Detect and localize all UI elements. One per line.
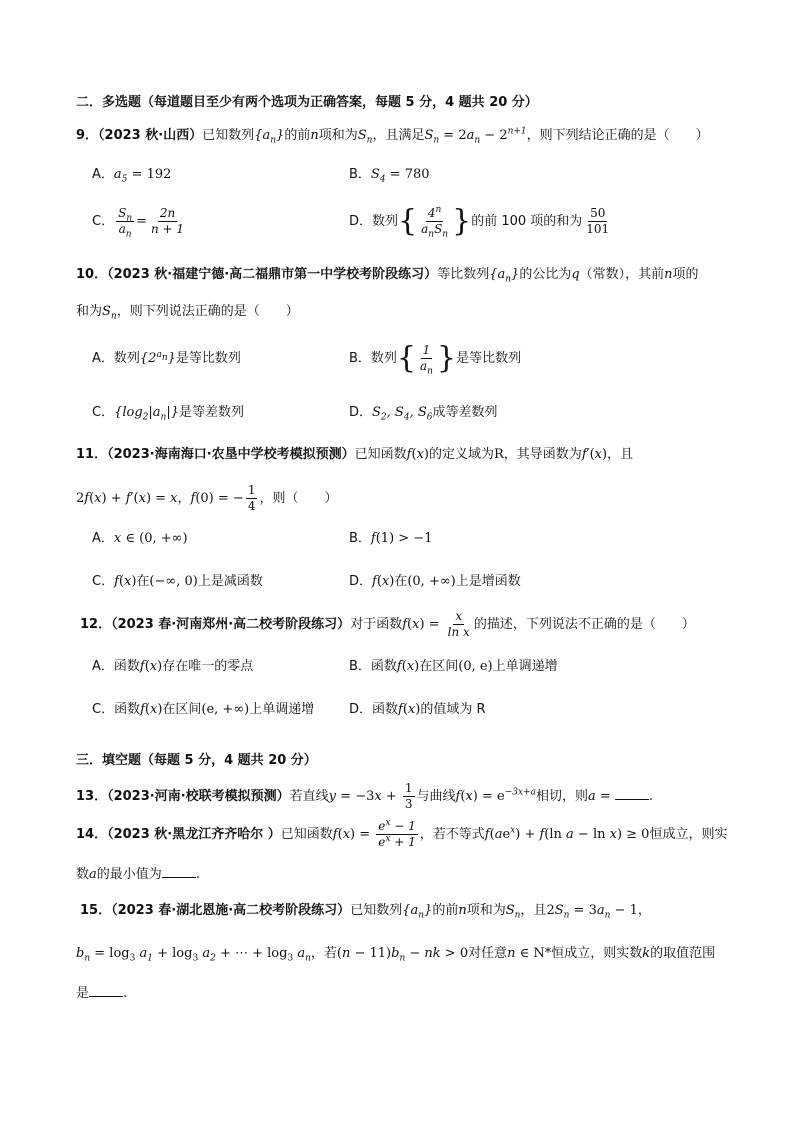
- question-9-option-a[interactable]: A．$a_5 = 192$: [92, 167, 172, 185]
- question-15-stem-line2: $b_n = \log_3 a_1 + \log_3 a_2$ + ⋯ + $\log_3 a_n$，若$(n - 11)b_n$ − nk > 0对任意n ∈ N*恒成立，则实数k的取值范围: [76, 946, 716, 964]
- section-multiple-choice-title: 二．多选题（每道题目至少有两个选项为正确答案，每题 5 分，4 题共 20 分）: [76, 95, 538, 110]
- question-9-option-b[interactable]: B．$S_4 = 780$: [349, 167, 430, 185]
- question-11-stem: 11．（2023·海南海口·农垦中学校考模拟预测）已知函数f(x)的定义域为R，其导函数为f′(x)，且: [76, 447, 634, 462]
- answer-blank[interactable]: [162, 865, 196, 878]
- question-15-stem: 15．（2023 春·湖北恩施·高二校考阶段练习）已知数列$\{a_n\}$的前n项和为$S_n$，且$2S_n = 3a_n - 1$，: [80, 903, 651, 921]
- answer-blank[interactable]: [89, 984, 123, 997]
- question-11-option-c[interactable]: C．f(x)在(−∞, 0)上是减函数: [92, 574, 263, 589]
- question-11-option-b[interactable]: B．f(1) > −1: [349, 531, 433, 546]
- question-10-option-d[interactable]: D．$S_2$, $S_4$, $S_6$成等差数列: [349, 405, 498, 423]
- question-14-stem: 14．（2023 秋·黑龙江齐齐哈尔 ）已知函数f(x) = $\frac{e^x - 1}{e^x + 1}$ ，若不等式$f(ae^x) + f(\ln$ a − ln x) ≥ 0恒成立，则实: [76, 818, 728, 849]
- question-12-option-a[interactable]: A．函数f(x)存在唯一的零点: [92, 659, 254, 674]
- question-14-stem-line2: 数a的最小值为 .: [76, 867, 200, 882]
- question-13-stem: 13．（2023·河南·校联考模拟预测）若直线y = −3x + $\frac{1}{3}$ 与曲线$f(x) = e^{-3x+a}$相切，则a = .: [76, 781, 654, 811]
- question-10-option-c[interactable]: C．$\{\log_2|a_n|\}$是等差数列: [92, 405, 244, 423]
- question-11-stem-line2: 2f(x) + f′(x) = x，f(0) = − $\frac{1}{4}$ ，则（ ）: [76, 483, 338, 513]
- question-9-option-d[interactable]: D．数列{ $\frac{4^n}{a_nS_n}$ }的前 100 项的和为 $\frac{50}{101}$: [349, 203, 610, 240]
- section-fill-blank-title: 三．填空题（每题 5 分，4 题共 20 分）: [76, 753, 317, 768]
- question-10-stem: 10．（2023 秋·福建宁德·高二福鼎市第一中学校考阶段练习）等比数列$\{a_n\}$的公比为q（常数），其前n项的: [76, 267, 699, 285]
- question-11-option-d[interactable]: D．f(x)在(0, +∞)上是增函数: [349, 574, 521, 589]
- question-12-option-d[interactable]: D．函数f(x)的值域为 R: [349, 702, 486, 717]
- question-10-option-a[interactable]: A．数列$\{2^{a_n}\}$是等比数列: [92, 349, 241, 366]
- question-11-option-a[interactable]: A．x ∈ (0, +∞): [92, 531, 188, 546]
- question-9-option-c[interactable]: C． $\frac{S_n}{a_n}$ = $\frac{2n}{n + 1}$: [92, 206, 185, 240]
- answer-blank[interactable]: [615, 787, 649, 800]
- question-15-stem-line3: 是 .: [76, 986, 128, 1001]
- question-10-stem-line2: 和为$S_n$，则下列说法正确的是（ ）: [76, 304, 299, 322]
- question-12-stem: 12．（2023 春·河南郑州·高二校考阶段练习）对于函数f(x) = $\frac{x}{\text{ln x}}$ 的描述，下列说法不正确的是（ ）: [80, 609, 695, 639]
- question-12-option-c[interactable]: C．函数f(x)在区间(e, +∞)上单调递增: [92, 702, 315, 717]
- question-12-option-b[interactable]: B．函数f(x)在区间(0, e)上单调递增: [349, 659, 558, 674]
- question-10-option-b[interactable]: B．数列{ $\frac{1}{a_n}$ }是等比数列: [349, 340, 522, 377]
- question-9-stem: 9．（2023 秋·山西）已知数列$\{a_n\}$的前n项和为$S_n$，且满足$S_n = 2a_n - 2^{n+1}$，则下列结论正确的是（ ）: [76, 126, 709, 146]
